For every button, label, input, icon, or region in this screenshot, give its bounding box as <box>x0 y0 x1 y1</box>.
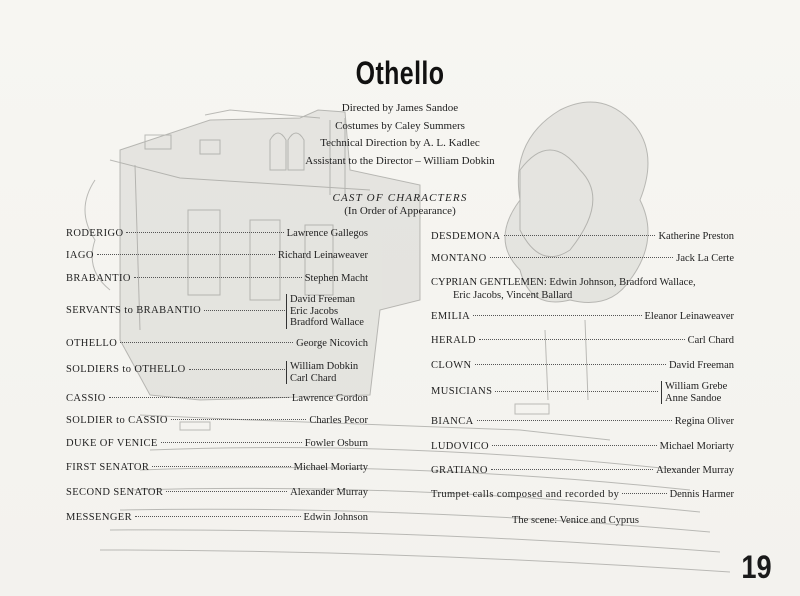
cast-row <box>66 512 368 523</box>
dotted-leader <box>490 257 674 258</box>
role-name: CLOWN <box>431 360 472 371</box>
role-name: BIANCA <box>431 416 474 427</box>
actor-name: Alexander Murray <box>290 487 368 498</box>
cast-row <box>66 273 368 284</box>
cast-row <box>66 250 368 261</box>
dotted-leader <box>495 391 658 392</box>
role-name: SOLDIERS to OTHELLO <box>66 364 186 375</box>
role-name: IAGO <box>66 250 94 261</box>
cast-row <box>66 393 368 404</box>
cast-row <box>66 338 368 349</box>
cast-row <box>431 335 734 346</box>
cyprian-gentlemen <box>431 276 736 302</box>
dotted-leader <box>479 339 685 340</box>
role-name: GRATIANO <box>431 465 488 476</box>
actor-name: David Freeman <box>290 294 356 305</box>
dotted-leader <box>134 277 302 278</box>
actor-name: Regina Oliver <box>674 416 734 427</box>
actor-name: Katherine Preston <box>658 231 734 242</box>
actor-name: Stephen Macht <box>304 273 368 284</box>
cyprian-line-1: CYPRIAN GENTLEMEN: Edwin Johnson, Bradford Wallace, <box>431 277 696 288</box>
cast-row <box>66 462 368 473</box>
actor-name: Carl Chard <box>290 372 337 384</box>
dotted-leader <box>475 364 666 365</box>
role-name: MESSENGER <box>66 512 133 523</box>
actor-name: Lawrence Gordon <box>291 393 368 404</box>
cast-row <box>66 364 288 375</box>
actor-name: Eleanor Leinaweaver <box>644 311 734 322</box>
dotted-leader <box>189 369 285 370</box>
role-name: RODERIGO <box>66 228 124 239</box>
dotted-leader <box>120 342 293 343</box>
dotted-leader <box>166 491 287 492</box>
actor-group <box>286 361 376 384</box>
actor-name: David Freeman <box>668 360 734 371</box>
actor-name: Jack La Certe <box>676 253 734 264</box>
actor-name: Anne Sandoe <box>665 392 722 404</box>
actor-name: Carl Chard <box>687 335 734 346</box>
role-name: MONTANO <box>431 253 487 264</box>
actor-name: Fowler Osburn <box>304 438 368 449</box>
cast-row <box>66 228 368 239</box>
actor-name: Edwin Johnson <box>303 512 368 523</box>
role-name: SECOND SENATOR <box>66 487 164 498</box>
cast-row <box>66 487 368 498</box>
cast-row <box>431 441 734 452</box>
dotted-leader <box>161 442 302 443</box>
dotted-leader <box>492 445 657 446</box>
actor-name: William Grebe <box>665 381 728 392</box>
actor-brace <box>286 294 364 329</box>
credit-costumes: Costumes by Caley Summers <box>335 119 465 132</box>
actor-brace <box>661 381 727 404</box>
role-name: MUSICIANS <box>431 386 493 397</box>
role-name: CASSIO <box>66 393 106 404</box>
actor-name: Richard Leinaweaver <box>277 250 368 261</box>
scene-note: The scene: Venice and Cyprus <box>512 515 639 526</box>
cast-row <box>431 231 734 242</box>
actor-name: Lawrence Gallegos <box>286 228 368 239</box>
dotted-leader <box>109 397 289 398</box>
actor-group <box>661 381 741 404</box>
cast-row <box>66 415 368 426</box>
cast-heading-block <box>0 192 800 218</box>
dotted-leader <box>152 466 290 467</box>
actor-name: Charles Pecor <box>309 415 368 426</box>
actor-name: Michael Moriarty <box>659 441 734 452</box>
credit-director: Directed by James Sandoe <box>341 102 459 114</box>
actor-name: Dennis Harmer <box>669 489 734 500</box>
dotted-leader <box>135 516 301 517</box>
role-name: DESDEMONA <box>431 231 501 242</box>
actor-name: Alexander Murray <box>656 465 734 476</box>
cast-row <box>431 360 734 371</box>
page-number: 19 <box>741 549 772 585</box>
dotted-leader <box>171 419 306 420</box>
role-name: SERVANTS to BRABANTIO <box>66 305 202 316</box>
cast-heading: CAST OF CHARACTERS <box>332 192 468 204</box>
role-name: OTHELLO <box>66 338 118 349</box>
actor-name: Eric Jacobs <box>290 305 339 317</box>
dotted-leader <box>504 235 656 236</box>
actor-name: Bradford Wallace <box>290 317 364 328</box>
credit-technical-direction: Technical Direction by A. L. Kadlec <box>320 137 480 149</box>
actor-brace <box>286 361 358 384</box>
dotted-leader <box>126 232 283 233</box>
cast-row <box>66 305 290 316</box>
cast-row <box>431 489 734 500</box>
role-name: Trumpet calls composed and recorded by <box>431 489 620 500</box>
dotted-leader <box>622 493 666 494</box>
role-name: SOLDIER to CASSIO <box>66 415 168 426</box>
production-credits <box>0 100 800 170</box>
cast-row <box>431 253 734 264</box>
role-name: LUDOVICO <box>431 441 490 452</box>
page-title: Othello <box>355 55 445 91</box>
role-name: HERALD <box>431 335 476 346</box>
cast-subheading: (In Order of Appearance) <box>344 205 456 217</box>
actor-name: William Dobkin <box>290 361 359 372</box>
dotted-leader <box>97 254 275 255</box>
cast-row <box>66 438 368 449</box>
role-name: EMILIA <box>431 311 471 322</box>
credit-assistant-director: Assistant to the Director – William Dobkin <box>305 154 495 167</box>
actor-name: George Nicovich <box>296 338 368 349</box>
dotted-leader <box>204 310 287 311</box>
role-name: DUKE OF VENICE <box>66 438 158 449</box>
dotted-leader <box>491 469 653 470</box>
role-name: BRABANTIO <box>66 273 131 284</box>
cast-row <box>431 311 734 322</box>
dotted-leader <box>473 315 641 316</box>
actor-name: Michael Moriarty <box>293 462 368 473</box>
cyprian-line-2: Eric Jacobs, Vincent Ballard <box>453 290 573 301</box>
cast-row <box>431 465 734 476</box>
cast-row <box>431 386 661 397</box>
role-name: FIRST SENATOR <box>66 462 150 473</box>
cast-row <box>431 416 734 427</box>
actor-group <box>286 294 376 329</box>
dotted-leader <box>477 420 672 421</box>
